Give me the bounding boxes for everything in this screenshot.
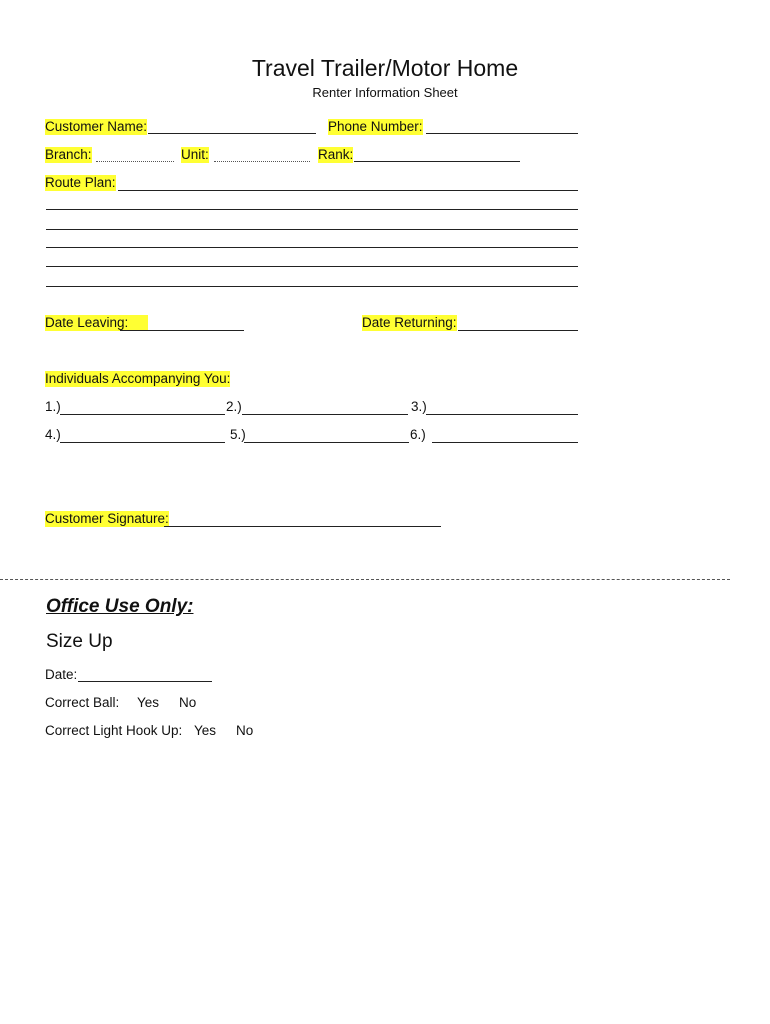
- correct-ball-label: Correct Ball:: [45, 695, 120, 710]
- correct-light-yes[interactable]: Yes: [194, 723, 217, 738]
- individual-5-field[interactable]: [244, 442, 409, 443]
- individual-6-field[interactable]: [432, 442, 578, 443]
- individual-4-field[interactable]: [60, 442, 225, 443]
- customer-name-label: Customer Name:: [45, 119, 148, 134]
- customer-name-field[interactable]: [148, 133, 316, 134]
- cut-line-divider: [0, 579, 730, 580]
- branch-field[interactable]: [96, 161, 174, 162]
- customer-signature-field[interactable]: [164, 526, 441, 527]
- route-plan-line[interactable]: [46, 247, 578, 248]
- customer-signature-label: Customer Signature:: [45, 511, 169, 526]
- route-plan-line[interactable]: [46, 286, 578, 287]
- correct-light-no[interactable]: No: [236, 723, 254, 738]
- unit-field[interactable]: [214, 161, 310, 162]
- individual-2-field[interactable]: [242, 414, 408, 415]
- date-leaving-label: Date Leaving:: [45, 315, 148, 331]
- correct-ball-no[interactable]: No: [179, 695, 197, 710]
- route-plan-line[interactable]: [46, 229, 578, 230]
- office-date-field[interactable]: [78, 681, 212, 682]
- individual-3-field[interactable]: [426, 414, 578, 415]
- individual-number: 1.): [45, 399, 61, 414]
- rank-label: Rank:: [318, 147, 354, 162]
- route-plan-line[interactable]: [46, 266, 578, 267]
- individual-number: 2.): [226, 399, 242, 414]
- date-returning-field[interactable]: [458, 330, 578, 331]
- branch-label: Branch:: [45, 147, 92, 162]
- individual-number: 6.): [410, 427, 426, 442]
- date-returning-label: Date Returning:: [362, 315, 457, 330]
- correct-light-label: Correct Light Hook Up:: [45, 723, 183, 738]
- route-plan-label: Route Plan:: [45, 175, 116, 190]
- size-up-heading: Size Up: [46, 631, 113, 652]
- phone-number-label: Phone Number:: [328, 119, 423, 134]
- unit-label: Unit:: [181, 147, 209, 162]
- page-subtitle: Renter Information Sheet: [312, 85, 458, 100]
- phone-number-field[interactable]: [426, 133, 578, 134]
- office-date-label: Date:: [45, 667, 78, 682]
- individual-number: 5.): [230, 427, 246, 442]
- individual-number: 4.): [45, 427, 61, 442]
- individual-1-field[interactable]: [60, 414, 225, 415]
- date-leaving-field[interactable]: [120, 330, 244, 331]
- page-title: Travel Trailer/Motor Home: [251, 55, 519, 81]
- rank-field[interactable]: [354, 161, 520, 162]
- route-plan-field[interactable]: [118, 190, 578, 191]
- individuals-label: Individuals Accompanying You:: [45, 371, 231, 386]
- office-use-heading: Office Use Only:: [46, 596, 194, 617]
- correct-ball-yes[interactable]: Yes: [137, 695, 160, 710]
- individual-number: 3.): [411, 399, 427, 414]
- route-plan-line[interactable]: [46, 209, 578, 210]
